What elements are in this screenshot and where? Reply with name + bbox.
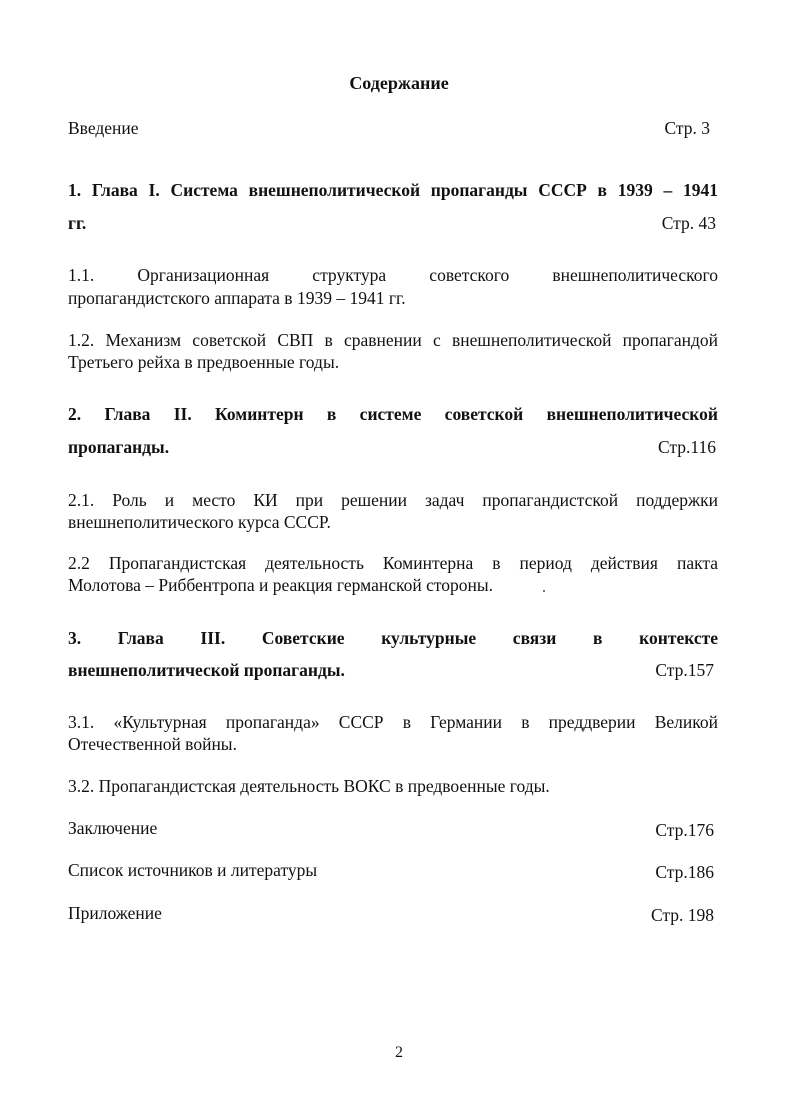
toc-conclusion-label: Заключение bbox=[68, 818, 158, 838]
toc-ch1-sec2-line2: Третьего рейха в предвоенные годы. bbox=[68, 352, 340, 372]
toc-ch3-sec2-line1: 3.2. Пропагандистская деятельность ВОКС в предвоенные годы. bbox=[68, 776, 550, 796]
toc-appendix-page: Стр. 198 bbox=[650, 905, 714, 925]
toc-ch3-title-line1: 3. Глава III. Советские культурные связи в контексте bbox=[68, 628, 718, 648]
toc-ch3-sec1-line2: Отечественной войны. bbox=[68, 734, 237, 754]
toc-sources-page: Стр.186 bbox=[655, 862, 714, 882]
page-title: Содержание bbox=[349, 73, 449, 93]
toc-ch2-sec1-line2: внешнеполитического курса СССР. bbox=[68, 512, 331, 532]
toc-ch3-page: Стр.157 bbox=[655, 660, 714, 680]
toc-ch1-sec1-line2: пропагандистского аппарата в 1939 – 1941 гг. bbox=[68, 288, 406, 308]
toc-ch2-sec2-line2: Молотова – Риббентропа и реакция германской стороны. bbox=[68, 575, 494, 595]
toc-appendix-label: Приложение bbox=[68, 903, 162, 923]
toc-ch2-page: Стр.116 bbox=[657, 437, 716, 457]
toc-ch2-sec1-line1: 2.1. Роль и место КИ при решении задач пропагандистской поддержки bbox=[68, 490, 718, 510]
toc-sources-label: Список источников и литературы bbox=[68, 860, 318, 880]
toc-ch1-sec1-line1: 1.1. Организационная структура советского внешнеполитического bbox=[68, 265, 718, 285]
toc-ch3-sec1-line1: 3.1. «Культурная пропаганда» СССР в Германии в преддверии Великой bbox=[68, 712, 718, 732]
toc-ch1-page: Стр. 43 bbox=[661, 213, 716, 233]
toc-conclusion-page: Стр.176 bbox=[655, 820, 714, 840]
toc-intro-page: Стр. 3 bbox=[664, 118, 710, 138]
toc-ch1-title-line1: 1. Глава I. Система внешнеполитической пропаганды СССР в 1939 – 1941 bbox=[68, 180, 718, 200]
toc-ch1-sec2-line1: 1.2. Механизм советской СВП в сравнении с внешнеполитической пропагандой bbox=[68, 330, 718, 350]
toc-ch2-title-line1: 2. Глава II. Коминтерн в системе советской внешнеполитической bbox=[68, 404, 718, 424]
toc-ch1-title-line2: гг. bbox=[68, 213, 87, 233]
stray-mark bbox=[543, 590, 545, 592]
toc-ch3-title-line2: внешнеполитической пропаганды. bbox=[68, 660, 345, 680]
toc-ch2-title-line2: пропаганды. bbox=[68, 437, 170, 457]
page-number: 2 bbox=[395, 1044, 403, 1061]
toc-intro-label: Введение bbox=[68, 118, 139, 138]
toc-ch2-sec2-line1: 2.2 Пропагандистская деятельность Коминтерна в период действия пакта bbox=[68, 553, 718, 573]
